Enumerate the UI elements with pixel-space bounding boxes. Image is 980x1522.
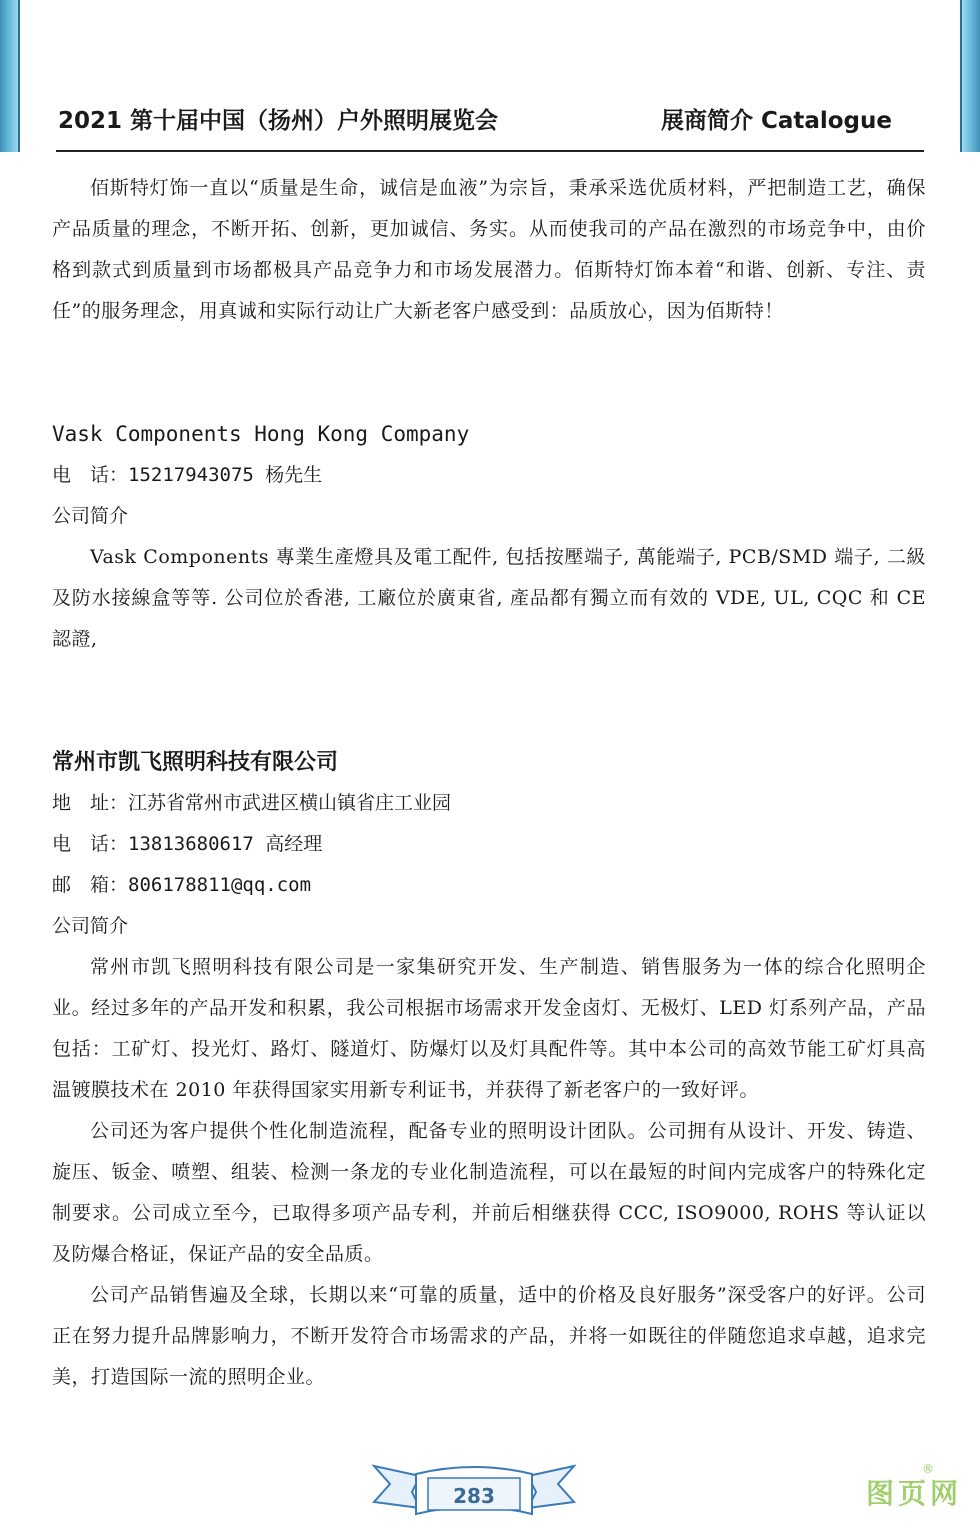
company2-email — [52, 865, 926, 906]
company1-profile: Vask Components 專業生產燈具及電工配件, 包括按壓端子, 萬能端子, PCB/SMD 端子, 二級及防水接線盒等等. 公司位於香港, 工廠位於廣東省, 產品都有獨立而有效的 VDE, UL, CQC 和 CE 認證, — [52, 546, 926, 650]
company2-address — [52, 783, 926, 824]
section-title: 展商简介 Catalogue — [660, 108, 892, 134]
page-header — [56, 94, 924, 152]
intro-paragraph: 佰斯特灯饰一直以“质量是生命，诚信是血液”为宗旨，秉承采选优质材料，严把制造工艺，确保产品质量的理念，不断开拓、创新，更加诚信、务实。从而使我司的产品在激烈的市场竞争中，由价格到款式到质量到市场都极具产品竞争力和市场发展潜力。佰斯特灯饰本着“和谐、创新、专注、责任”的服务理念，用真诚和实际行动让广大新老客户感受到：品质放心，因为佰斯特！ — [52, 177, 926, 322]
company2-profile-paragraph-1: 常州市凯飞照明科技有限公司是一家集研究开发、生产制造、销售服务为一体的综合化照明企业。经过多年的产品开发和积累，我公司根据市场需求开发金卤灯、无极灯、LED 灯系列产品，产品包括：工矿灯、投光灯、路灯、隧道灯、防爆灯以及灯具配件等。其中本公司的高效节能工矿灯具高温镀膜技术在 2010 年获得国家实用新专利证书，并获得了新老客户的一致好评。 — [52, 956, 926, 1101]
exhibition-title: 2021 第十届中国（扬州）户外照明展览会 — [58, 108, 499, 134]
spacer — [52, 332, 926, 414]
email-label: 邮 箱： — [52, 874, 129, 896]
company2-profile-label: 公司简介 — [52, 915, 129, 937]
company2-profile-paragraph-2: 公司还为客户提供个性化制造流程，配备专业的照明设计团队。公司拥有从设计、开发、铸造、旋压、钣金、喷塑、组装、检测一条龙的专业化制造流程，可以在最短的时间内完成客户的特殊化定制要求。公司成立至今，已取得多项产品专利，并前后相继获得 CCC, ISO9000, ROHS 等认证以及防爆合格证，保证产品的安全品质。 — [52, 1120, 926, 1265]
address-value: 江苏省常州市武进区横山镇省庄工业园 — [128, 792, 452, 814]
registered-mark: ® — [922, 1462, 934, 1476]
company1-profile-label: 公司简介 — [52, 505, 129, 527]
company1-phone — [52, 455, 926, 496]
phone-label: 电 话： — [52, 833, 129, 855]
page-number: 283 — [453, 1484, 495, 1508]
spacer — [52, 660, 926, 742]
phone-label: 电 话： — [52, 464, 129, 486]
phone-value: 13813680617 高经理 — [128, 833, 323, 855]
phone-value: 15217943075 杨先生 — [128, 464, 323, 486]
company2-name: 常州市凯飞照明科技有限公司 — [52, 750, 339, 775]
email-link[interactable]: 806178811@qq.com — [128, 874, 312, 896]
page-content — [52, 168, 926, 1398]
watermark-logo: 图页网 — [865, 1477, 962, 1510]
company2-profile-paragraph-3: 公司产品销售遍及全球，长期以来“可靠的质量，适中的价格及良好服务”深受客户的好评。公司正在努力提升品牌影响力，不断开发符合市场需求的产品，并将一如既往的伴随您追求卓越，追求完美，打造国际一流的照明企业。 — [52, 1284, 926, 1388]
right-side-decoration — [960, 0, 980, 152]
left-side-decoration — [0, 0, 20, 152]
address-label: 地 址： — [52, 792, 129, 814]
company2-phone — [52, 824, 926, 865]
company1-name: Vask Components Hong Kong Company — [52, 422, 470, 446]
